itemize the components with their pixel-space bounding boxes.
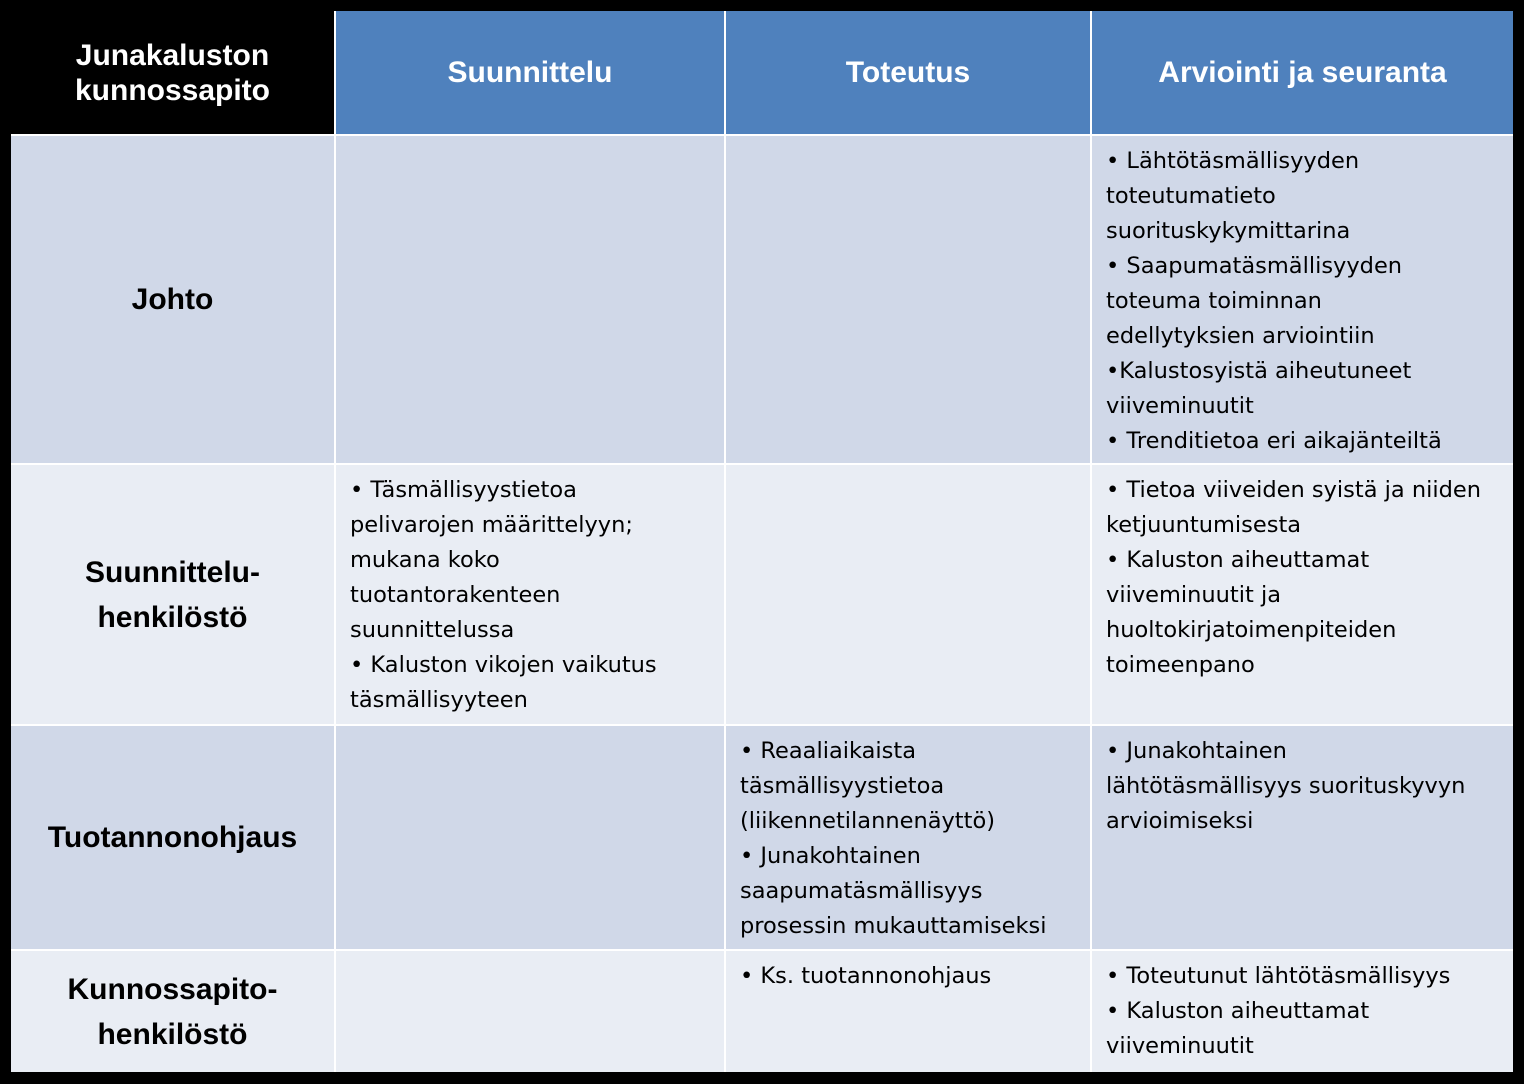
cell-johto-arviointi [1092, 136, 1513, 465]
cell-kunnossapitohenkilosto-suunnittelu [336, 951, 726, 1072]
bullet-item: • Täsmällisyystietoa pelivarojen määrittelyyn; mukana koko tuotantorakenteen suunnittelussa [350, 477, 633, 643]
cell-tuotannonohjaus-arviointi [1092, 726, 1513, 951]
cell-suunnitteluhenkilosto-suunnittelu [336, 465, 726, 726]
bullet-item: •Kalustosyistä aiheutuneet viiveminuutit [1106, 358, 1412, 419]
column-header-toteutus: Toteutus [726, 11, 1092, 136]
cell-kunnossapitohenkilosto-toteutus [726, 951, 1092, 1072]
bullet-item: • Junakohtainen saapumatäsmällisyys prosessin mukauttamiseksi [740, 843, 1047, 939]
row-header-suunnitteluhenkilosto: Suunnittelu- henkilöstö [11, 465, 336, 726]
column-header-suunnittelu: Suunnittelu [336, 11, 726, 136]
bullet-item: • Kaluston aiheuttamat viiveminuutit [1106, 998, 1370, 1059]
table-corner-header: Junakaluston kunnossapito [11, 11, 336, 136]
bullet-item: • Tietoa viiveiden syistä ja niiden ketjuuntumisesta [1106, 477, 1481, 538]
maintenance-info-table [11, 11, 1513, 1072]
cell-tuotannonohjaus-suunnittelu [336, 726, 726, 951]
bullet-item: • Lähtötäsmällisyyden toteutumatieto suorituskykymittarina [1106, 148, 1360, 244]
cell-suunnitteluhenkilosto-arviointi [1092, 465, 1513, 726]
cell-kunnossapitohenkilosto-arviointi [1092, 951, 1513, 1072]
bullet-item: • Saapumatäsmällisyyden toteuma toiminnan edellytyksien arviointiin [1106, 253, 1403, 349]
cell-johto-suunnittelu [336, 136, 726, 465]
bullet-item: • Reaaliaikaista täsmällisyystietoa (liikennetilannenäyttö) [740, 738, 995, 834]
column-header-arviointi: Arviointi ja seuranta [1092, 11, 1513, 136]
bullet-item: • Trenditietoa eri aikajänteiltä [1106, 428, 1442, 454]
bullet-item: • Kaluston aiheuttamat viiveminuutit ja huoltokirjatoimenpiteiden toimeenpano [1106, 547, 1397, 678]
row-header-johto: Johto [11, 136, 336, 465]
row-header-tuotannonohjaus: Tuotannonohjaus [11, 726, 336, 951]
bullet-item: • Junakohtainen lähtötäsmällisyys suorituskyvyn arvioimiseksi [1106, 738, 1466, 834]
bullet-item: • Ks. tuotannonohjaus [740, 963, 992, 989]
cell-suunnitteluhenkilosto-toteutus [726, 465, 1092, 726]
cell-johto-toteutus [726, 136, 1092, 465]
row-header-kunnossapitohenkilosto: Kunnossapito- henkilöstö [11, 951, 336, 1072]
bullet-item: • Toteutunut lähtötäsmällisyys [1106, 963, 1451, 989]
bullet-item: • Kaluston vikojen vaikutus täsmällisyyteen [350, 652, 657, 713]
cell-tuotannonohjaus-toteutus [726, 726, 1092, 951]
